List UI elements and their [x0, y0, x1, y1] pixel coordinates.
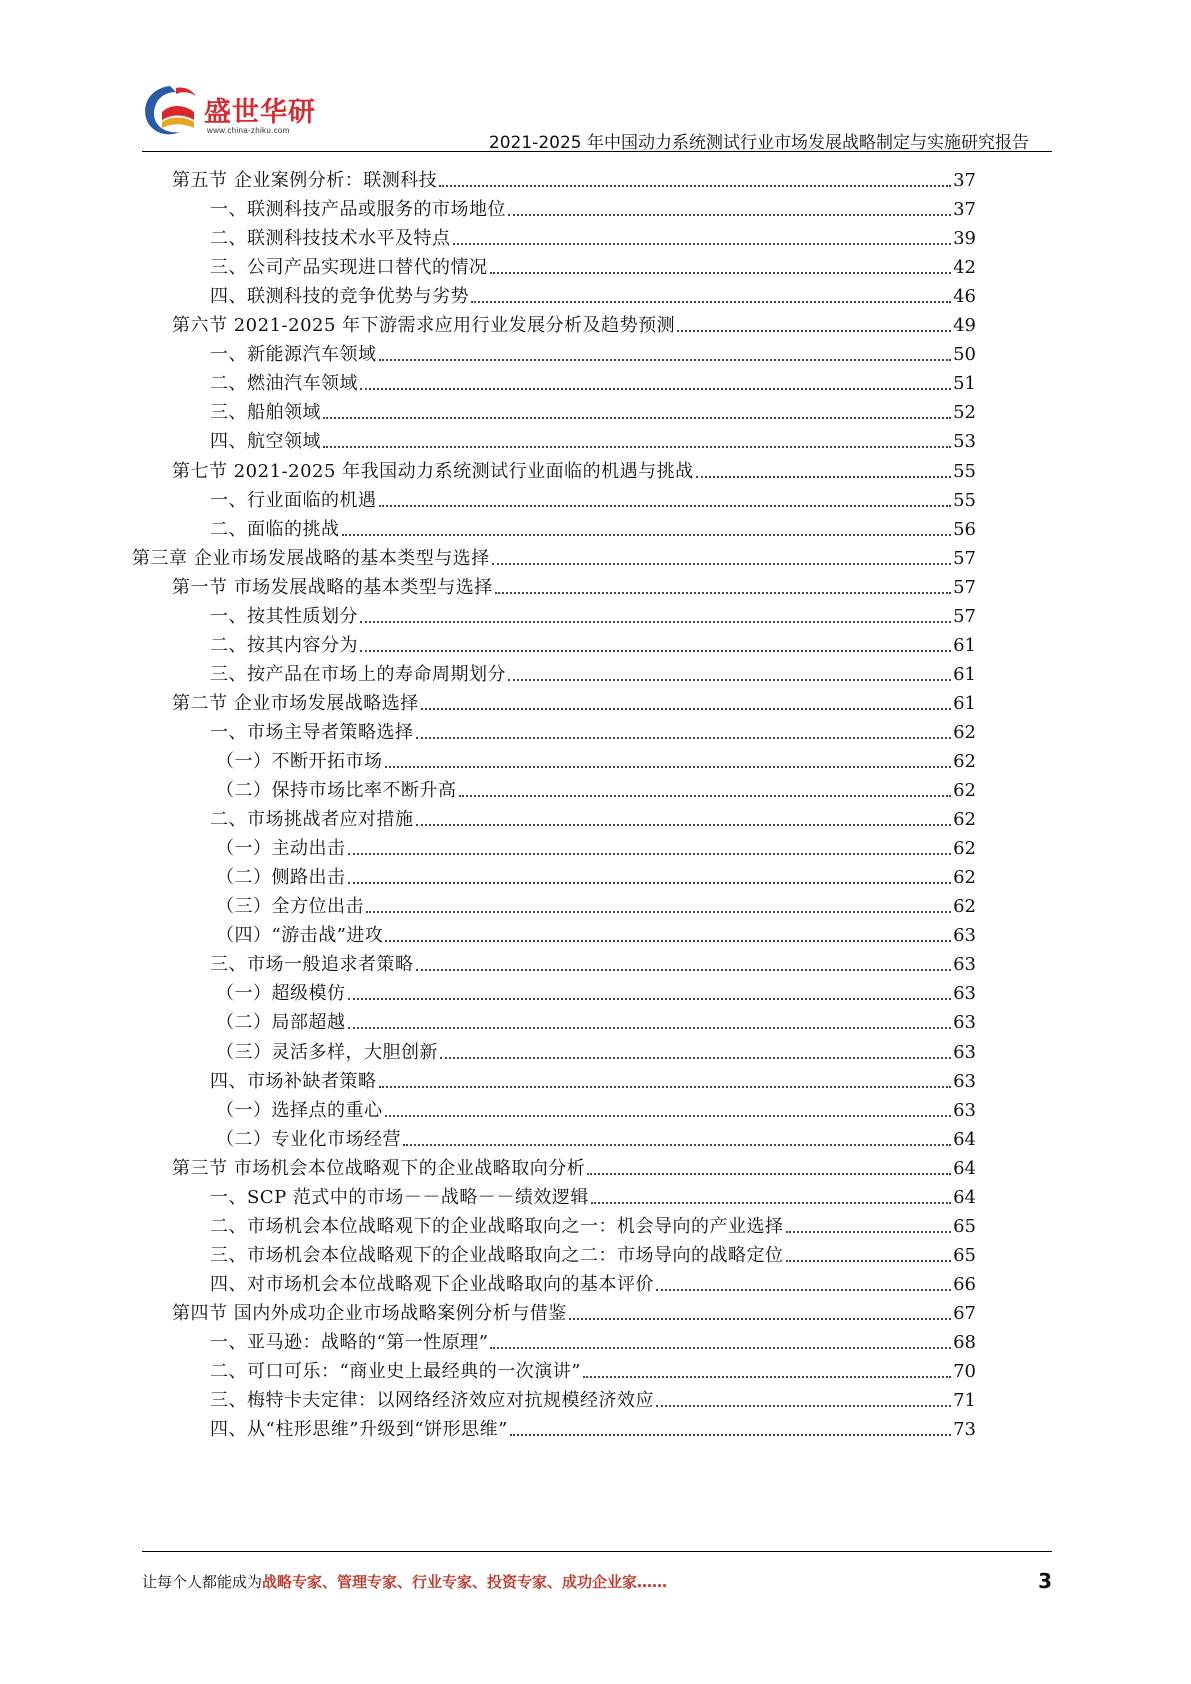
toc-entry-title: 二、市场机会本位战略观下的企业战略取向之一：机会导向的产业选择: [210, 1215, 784, 1237]
toc-entry-title: 第二节 企业市场发展战略选择: [172, 692, 419, 714]
toc-entry[interactable]: [216, 1034, 976, 1064]
toc-dot-leader: [323, 417, 951, 419]
toc-entry[interactable]: [210, 423, 976, 453]
toc-dot-leader: [495, 592, 951, 594]
toc-entry[interactable]: [210, 278, 976, 308]
toc-entry[interactable]: [210, 598, 976, 628]
toc-entry-title: 二、按其内容分为: [210, 634, 358, 656]
toc-entry-page: 62: [953, 809, 976, 831]
toc-entry-page: 68: [953, 1332, 976, 1353]
toc-entry-title: 四、从“柱形思维”升级到“饼形思维”: [210, 1419, 508, 1441]
toc-entry-page: 57: [953, 547, 976, 569]
toc-entry-page: 53: [953, 431, 976, 453]
toc-entry[interactable]: [216, 830, 976, 860]
toc-entry-title: （一）超级模仿: [216, 983, 346, 1005]
toc-entry-title: 第一节 市场发展战略的基本类型与选择: [172, 576, 493, 598]
toc-dot-leader: [786, 1260, 952, 1262]
toc-entry[interactable]: [216, 859, 976, 889]
toc-entry-page: 55: [953, 489, 976, 511]
toc-entry[interactable]: [210, 191, 976, 221]
toc-dot-leader: [348, 998, 952, 1000]
toc-dot-leader: [492, 563, 951, 565]
toc-dot-leader: [656, 1405, 951, 1407]
toc-entry[interactable]: [172, 685, 976, 715]
toc-entry-page: 61: [953, 692, 976, 714]
toc-dot-leader: [416, 824, 952, 826]
toc-dot-leader: [459, 795, 952, 797]
toc-entry-title: 一、按其性质划分: [210, 605, 358, 627]
toc-entry[interactable]: [210, 801, 976, 831]
toc-entry-title: 三、船舶领域: [210, 402, 321, 424]
toc-entry[interactable]: [210, 365, 976, 395]
toc-entry-title: （四）“游击战”进攻: [216, 925, 384, 947]
toc-entry[interactable]: [216, 772, 976, 802]
toc-entry-page: 64: [953, 1157, 976, 1179]
toc-entry-title: （三）灵活多样，大胆创新: [216, 1041, 438, 1063]
toc-entry[interactable]: [210, 1353, 976, 1383]
toc-entry-title: 二、面临的挑战: [210, 518, 340, 540]
toc-entry-page: 49: [953, 315, 976, 337]
toc-dot-leader: [656, 1289, 951, 1291]
page-header: [0, 0, 1191, 153]
toc-entry-page: 57: [953, 605, 976, 627]
toc-entry-page: 55: [953, 460, 976, 482]
toc-entry-page: 50: [953, 344, 976, 366]
toc-entry-page: 62: [953, 867, 976, 889]
toc-entry-page: 62: [953, 751, 976, 772]
toc-dot-leader: [471, 301, 951, 303]
toc-entry-page: 66: [953, 1273, 976, 1295]
toc-entry-page: 64: [953, 1186, 976, 1208]
toc-entry-title: （三）全方位出击: [216, 896, 364, 918]
toc-entry-title: （二）保持市场比率不断升高: [216, 780, 457, 802]
toc-entry-page: 61: [953, 634, 976, 656]
toc-dot-leader: [416, 737, 952, 739]
toc-entry[interactable]: [210, 714, 976, 744]
toc-entry[interactable]: [210, 482, 976, 512]
toc-entry-title: 第三节 市场机会本位战略观下的企业战略取向分析: [172, 1157, 586, 1179]
toc-entry-title: 三、梅特卡夫定律：以网络经济效应对抗规模经济效应: [210, 1390, 654, 1412]
toc-entry-title: 三、公司产品实现进口替代的情况: [210, 257, 488, 279]
toc-entry[interactable]: [216, 1092, 976, 1122]
toc-entry-page: 51: [953, 373, 976, 395]
toc-entry-title: 三、市场机会本位战略观下的企业战略取向之二：市场导向的战略定位: [210, 1244, 784, 1266]
toc-entry[interactable]: [210, 1411, 976, 1441]
toc-entry-title: 四、对市场机会本位战略观下企业战略取向的基本评价: [210, 1273, 654, 1295]
toc-entry-page: 37: [953, 199, 976, 221]
toc-entry-title: 二、市场挑战者应对措施: [210, 809, 414, 831]
toc-dot-leader: [348, 882, 952, 884]
toc-dot-leader: [403, 1144, 951, 1146]
toc-dot-leader: [348, 853, 952, 855]
toc-entry[interactable]: [132, 540, 976, 570]
toc-entry-title: 二、可口可乐：“商业史上最经典的一次演讲”: [210, 1361, 581, 1383]
toc-entry-title: 四、市场补缺者策略: [210, 1070, 377, 1092]
toc-entry[interactable]: [210, 1382, 976, 1412]
report-title: 2021-2025 年中国动力系统测试行业市场发展战略制定与实施研究报告: [488, 133, 1029, 153]
toc-entry-page: 57: [953, 576, 976, 598]
toc-entry[interactable]: [210, 1208, 976, 1238]
toc-dot-leader: [696, 476, 951, 478]
toc-entry-title: （二）局部超越: [216, 1012, 346, 1034]
toc-entry-page: 67: [953, 1302, 976, 1324]
toc-entry[interactable]: [216, 1004, 976, 1034]
footer-slogan-roles: 战略专家、管理专家、行业专家、投资专家、成功企业家……: [262, 1573, 668, 1591]
toc-entry[interactable]: [210, 1179, 976, 1209]
toc-entry[interactable]: [210, 394, 976, 424]
toc-entry[interactable]: [216, 975, 976, 1005]
toc-entry-page: 62: [953, 896, 976, 918]
toc-entry-page: 37: [953, 170, 976, 191]
toc-dot-leader: [366, 911, 951, 913]
toc-dot-leader: [385, 1115, 952, 1117]
toc-entry[interactable]: [172, 1150, 976, 1180]
toc-entry-title: 四、航空领域: [210, 431, 321, 453]
toc-entry[interactable]: [210, 1063, 976, 1093]
toc-entry-title: 第七节 2021-2025 年我国动力系统测试行业面临的机遇与挑战: [172, 460, 694, 482]
toc-entry[interactable]: [216, 1121, 976, 1151]
toc-entry[interactable]: [172, 1295, 976, 1325]
toc-dot-leader: [440, 1057, 951, 1059]
toc-entry[interactable]: [210, 656, 976, 686]
toc-entry-title: （一）选择点的重心: [216, 1099, 383, 1121]
toc-dot-leader: [569, 1318, 951, 1320]
toc-entry[interactable]: [210, 249, 976, 279]
toc-entry-page: 63: [953, 1041, 976, 1063]
toc-entry-title: 第四节 国内外成功企业市场战略案例分析与借鉴: [172, 1302, 567, 1324]
toc-dot-leader: [508, 679, 951, 681]
toc-dot-leader: [591, 1202, 951, 1204]
toc-dot-leader: [323, 446, 951, 448]
toc-dot-leader: [510, 1434, 951, 1436]
header-divider: [142, 151, 1052, 152]
toc-entry[interactable]: [210, 1237, 976, 1267]
toc-entry-page: 63: [953, 925, 976, 947]
toc-dot-leader: [385, 766, 952, 768]
toc-entry-title: 第五节 企业案例分析：联测科技: [172, 170, 438, 191]
page-number: 3: [1038, 1569, 1052, 1593]
footer-divider: [142, 1551, 1052, 1552]
toc-entry-page: 65: [953, 1215, 976, 1237]
toc-dot-leader: [490, 272, 952, 274]
toc-dot-leader: [490, 1347, 951, 1349]
toc-entry-page: 70: [953, 1361, 976, 1383]
toc-entry-page: 52: [953, 402, 976, 424]
toc-entry[interactable]: [210, 1324, 976, 1354]
toc-entry-page: 42: [953, 257, 976, 279]
footer-slogan-lead: 让每个人都能成为: [142, 1573, 263, 1591]
toc-dot-leader: [360, 650, 951, 652]
toc-dot-leader: [508, 214, 951, 216]
toc-entry-page: 73: [953, 1419, 976, 1441]
toc-dot-leader: [348, 1027, 952, 1029]
toc-dot-leader: [360, 621, 951, 623]
toc-entry[interactable]: [172, 162, 976, 192]
toc-entry-page: 63: [953, 1099, 976, 1121]
toc-entry-title: 一、亚马逊：战略的“第一性原理”: [210, 1332, 489, 1353]
toc-dot-leader: [342, 534, 952, 536]
toc-entry[interactable]: [172, 453, 976, 483]
toc-entry[interactable]: [210, 336, 976, 366]
toc-entry-page: 63: [953, 1012, 976, 1034]
logo-url: www.china-zhiku.com: [207, 126, 290, 135]
toc-entry[interactable]: [216, 917, 976, 947]
toc-dot-leader: [385, 940, 951, 942]
toc-entry-title: 一、联测科技产品或服务的市场地位: [210, 199, 506, 221]
toc-entry-page: 62: [953, 780, 976, 802]
toc-entry[interactable]: [216, 743, 976, 773]
toc-dot-leader: [379, 1086, 952, 1088]
logo-name: 盛世华研: [204, 97, 316, 128]
page-footer: [142, 1571, 1052, 1595]
toc-entry-page: 71: [953, 1390, 976, 1412]
toc-entry-title: 二、联测科技技术水平及特点: [210, 228, 451, 250]
toc-entry[interactable]: [210, 220, 976, 250]
toc-dot-leader: [360, 388, 951, 390]
toc-dot-leader: [583, 1376, 951, 1378]
toc-entry[interactable]: [216, 888, 976, 918]
company-logo: [140, 82, 316, 146]
toc-entry-page: 63: [953, 1070, 976, 1092]
toc-entry-page: 56: [953, 518, 976, 540]
toc-entry-title: 三、市场一般追求者策略: [210, 954, 414, 976]
toc-entry[interactable]: [210, 627, 976, 657]
toc-dot-leader: [379, 505, 952, 507]
toc-entry-page: 62: [953, 838, 976, 860]
toc-entry-page: 62: [953, 721, 976, 743]
toc-dot-leader: [379, 359, 952, 361]
toc-entry-page: 39: [953, 228, 976, 250]
toc-entry-title: 第六节 2021-2025 年下游需求应用行业发展分析及趋势预测: [172, 315, 676, 337]
toc-entry-title: 一、市场主导者策略选择: [210, 721, 414, 743]
toc-entry-page: 46: [953, 286, 976, 308]
toc-entry-page: 65: [953, 1244, 976, 1266]
toc-entry-title: （一）主动出击: [216, 838, 346, 860]
toc-entry-title: （二）侧路出击: [216, 867, 346, 889]
toc-entry-page: 64: [953, 1128, 976, 1150]
toc-dot-leader: [421, 708, 951, 710]
toc-entry-page: 63: [953, 983, 976, 1005]
toc-entry-title: 一、行业面临的机遇: [210, 489, 377, 511]
toc-dot-leader: [786, 1231, 952, 1233]
toc-entry[interactable]: [172, 569, 976, 599]
toc-entry[interactable]: [210, 511, 976, 541]
toc-dot-leader: [453, 243, 952, 245]
toc-entry-title: （一）不断开拓市场: [216, 751, 383, 772]
toc-dot-leader: [439, 185, 951, 187]
toc-entry-page: 63: [953, 954, 976, 976]
toc-entry-title: 一、新能源汽车领域: [210, 344, 377, 366]
toc-entry-page: 61: [953, 663, 976, 685]
toc-entry-title: （二）专业化市场经营: [216, 1128, 401, 1150]
toc-entry-title: 四、联测科技的竞争优势与劣势: [210, 286, 469, 308]
toc-dot-leader: [587, 1173, 951, 1175]
toc-entry-title: 二、燃油汽车领域: [210, 373, 358, 395]
toc-dot-leader: [677, 330, 951, 332]
toc-dot-leader: [416, 969, 952, 971]
logo-emblem-icon: [140, 82, 206, 146]
toc-entry[interactable]: [210, 1266, 976, 1296]
toc-entry[interactable]: [210, 946, 976, 976]
toc-entry-title: 一、SCP 范式中的市场－－战略－－绩效逻辑: [210, 1186, 589, 1208]
toc-entry-title: 第三章 企业市场发展战略的基本类型与选择: [132, 547, 490, 569]
toc-entry-title: 三、按产品在市场上的寿命周期划分: [210, 663, 506, 685]
toc-entry[interactable]: [172, 307, 976, 337]
